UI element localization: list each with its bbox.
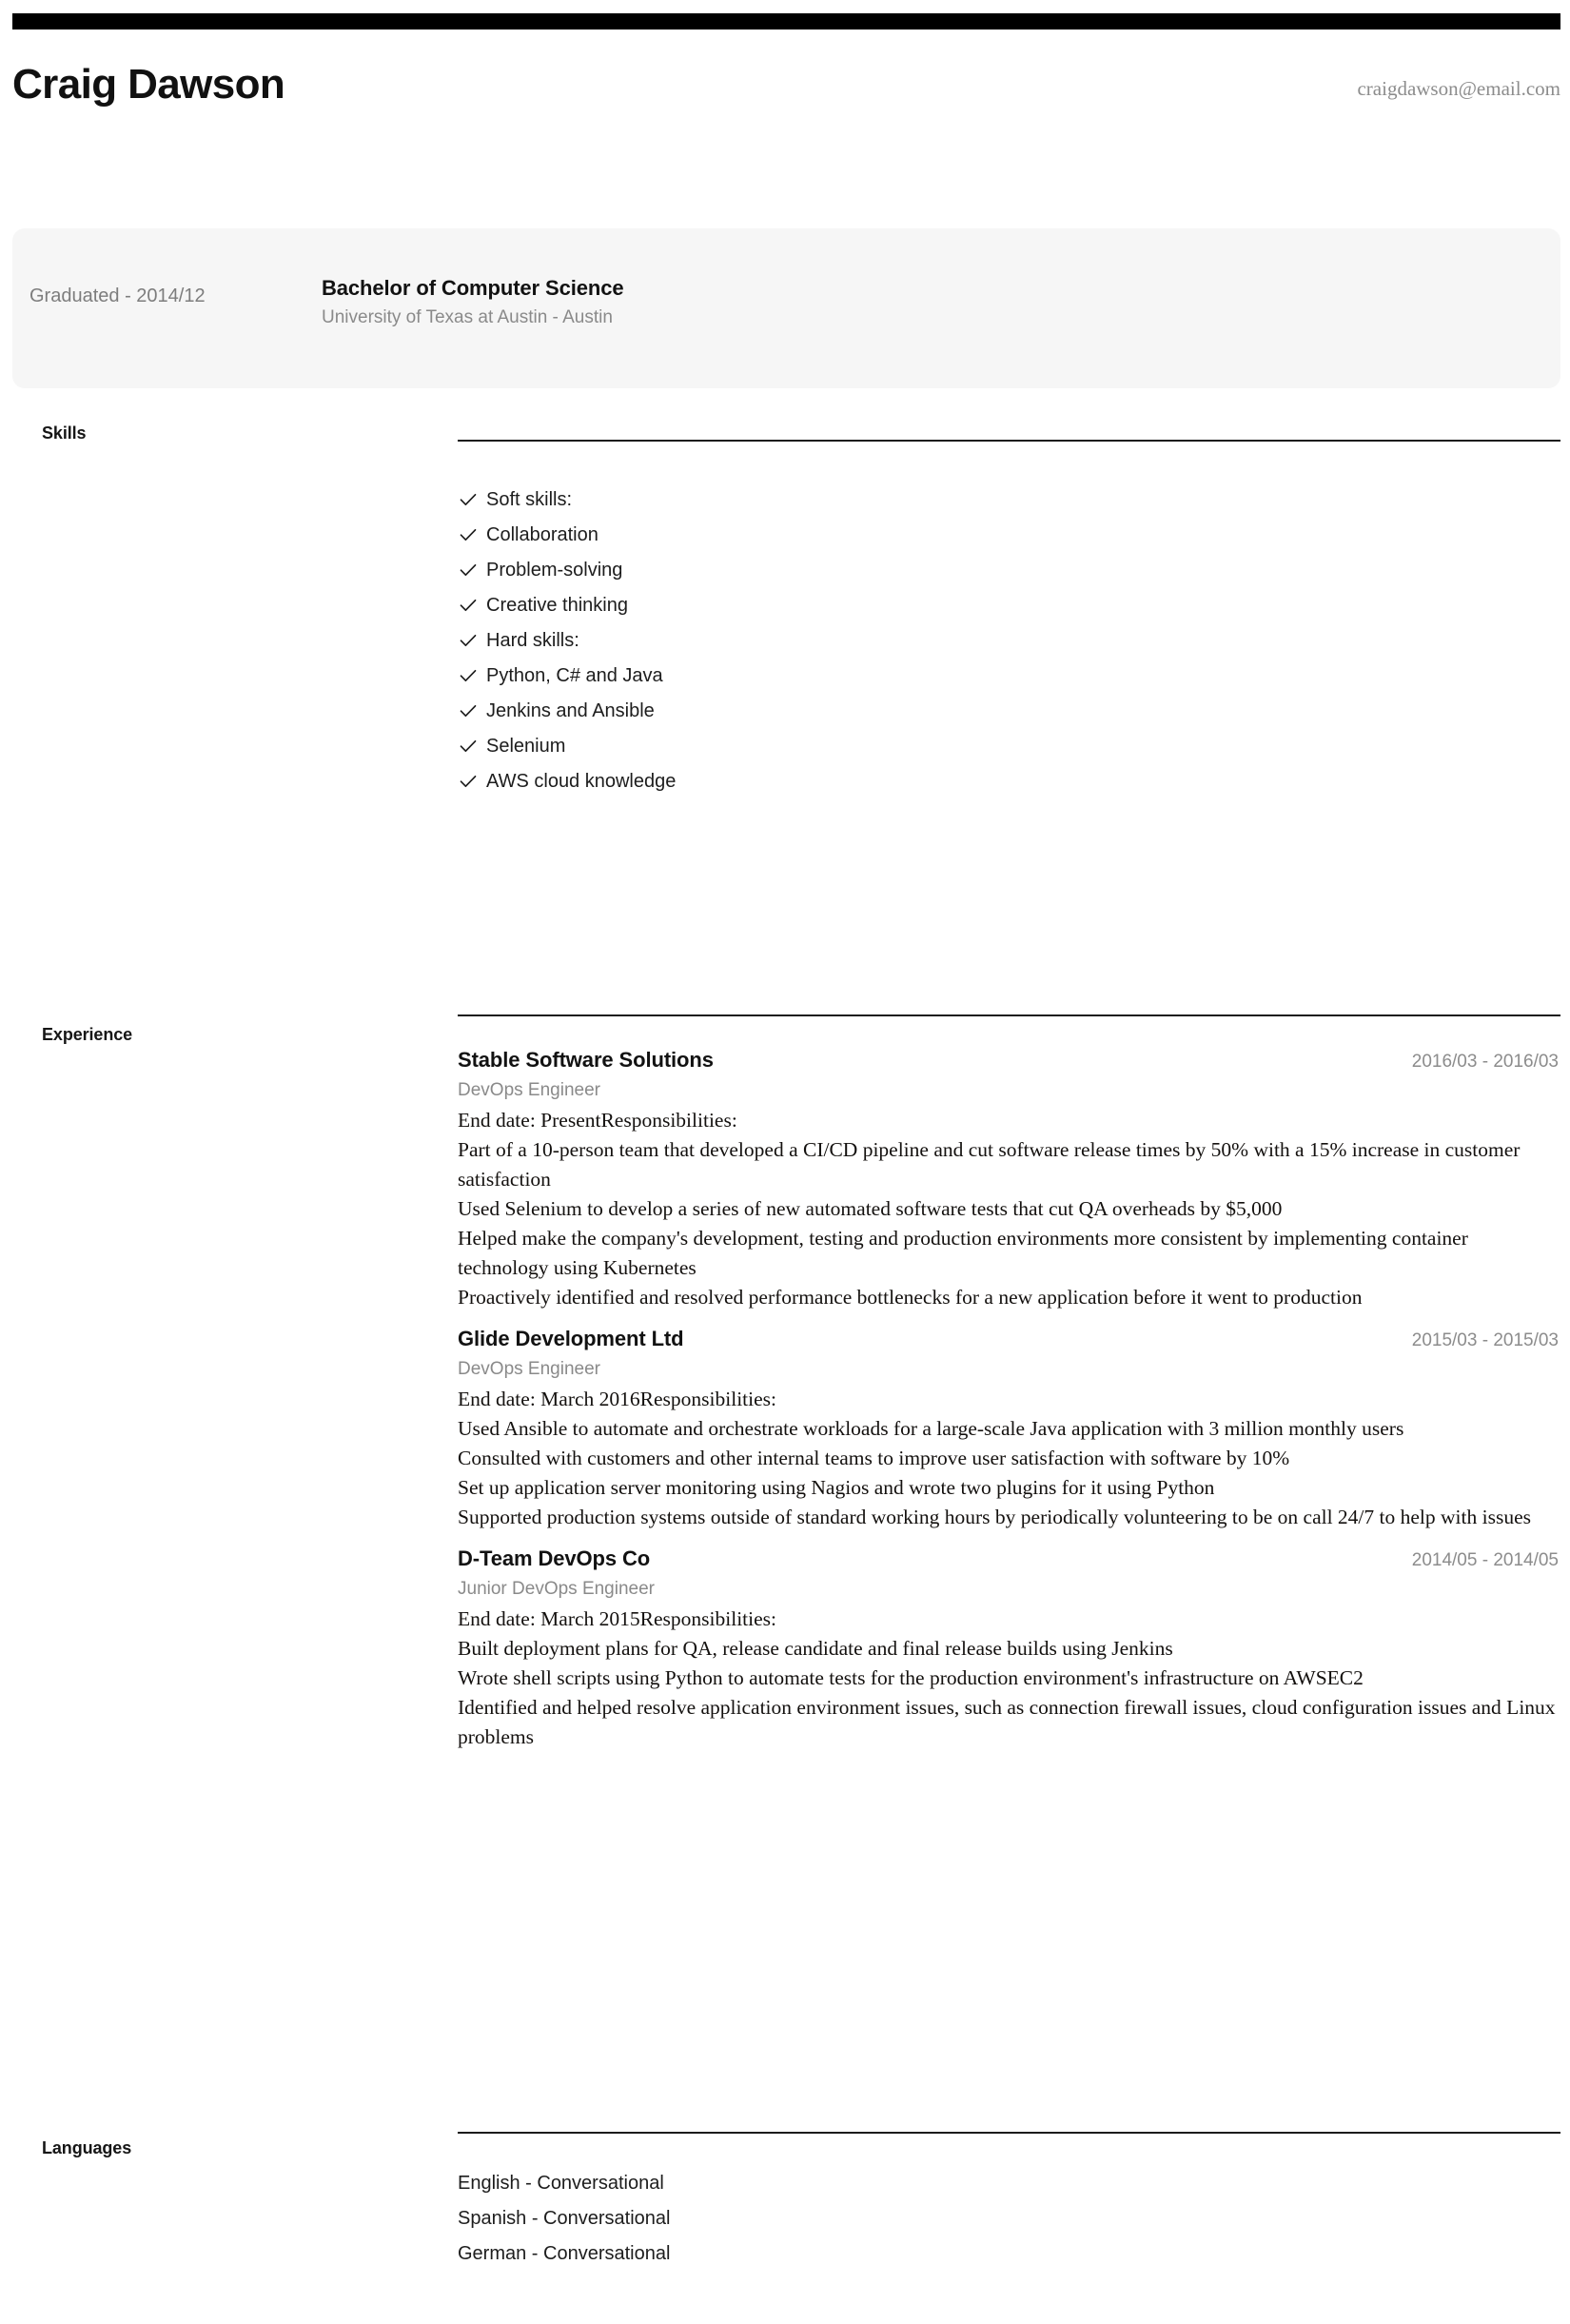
experience-entry	[458, 1545, 1560, 1752]
skills-divider	[458, 440, 1560, 442]
candidate-email: craigdawson@email.com	[1357, 77, 1560, 100]
skill-item	[458, 658, 1560, 693]
experience-entry-header	[458, 1046, 1560, 1076]
language-item	[458, 2200, 1560, 2235]
experience-description-line: End date: March 2016Responsibilities:	[458, 1388, 776, 1410]
experience-divider	[458, 1014, 1560, 1016]
check-icon	[458, 630, 479, 651]
experience-dates: 2016/03 - 2016/03	[1411, 1052, 1559, 1072]
experience-company: Glide Development Ltd	[458, 1327, 684, 1350]
experience-description-line: Built deployment plans for QA, release candidate and final release builds using Jenkins	[458, 1637, 1173, 1660]
skill-item	[458, 482, 1560, 517]
candidate-name: Craig Dawson	[12, 61, 285, 108]
experience-description-line: Wrote shell scripts using Python to automate tests for the production environment's infrastructure on AWSEC2	[458, 1666, 1364, 1689]
language-item	[458, 2165, 1560, 2200]
experience-description-line: Used Selenium to develop a series of new automated software tests that cut QA overheads by $5,000	[458, 1197, 1283, 1220]
skills-section-label: Skills	[42, 423, 87, 443]
skill-item	[458, 552, 1560, 587]
skill-label: Problem-solving	[486, 559, 623, 581]
skills-list	[458, 482, 1560, 798]
experience-dates: 2014/05 - 2014/05	[1411, 1550, 1559, 1570]
experience-description-line: Identified and helped resolve application environment issues, such as connection firewall issues, cloud configuration issues and Linux problems	[458, 1696, 1556, 1748]
skill-label: Python, C# and Java	[486, 664, 663, 686]
experience-description-line: Helped make the company's development, testing and production environments more consistent by implementing container technology using Kubernetes	[458, 1227, 1468, 1279]
check-icon	[458, 665, 479, 686]
language-label: German - Conversational	[458, 2242, 671, 2264]
languages-section-label: Languages	[42, 2138, 132, 2157]
skill-item	[458, 728, 1560, 763]
skill-label: Jenkins and Ansible	[486, 699, 655, 721]
education-graduation-date: Graduated - 2014/12	[29, 286, 206, 306]
skill-item	[458, 693, 1560, 728]
skill-label: Hard skills:	[486, 629, 579, 651]
check-icon	[458, 560, 479, 581]
experience-description-line: Set up application server monitoring using Nagios and wrote two plugins for it using Python	[458, 1476, 1215, 1499]
experience-description-line: End date: March 2015Responsibilities:	[458, 1607, 776, 1630]
experience-description-line: Consulted with customers and other internal teams to improve user satisfaction with software by 10%	[458, 1447, 1290, 1469]
language-label: English - Conversational	[458, 2172, 664, 2194]
skill-item	[458, 587, 1560, 622]
experience-job-title: DevOps Engineer	[458, 1080, 600, 1100]
skill-label: Collaboration	[486, 523, 599, 545]
experience-description-line: End date: PresentResponsibilities:	[458, 1109, 737, 1132]
experience-entry	[458, 1325, 1560, 1532]
experience-list	[458, 1046, 1560, 1764]
language-item	[458, 2235, 1560, 2271]
language-label: Spanish - Conversational	[458, 2207, 671, 2229]
languages-divider	[458, 2132, 1560, 2134]
skill-item	[458, 763, 1560, 798]
experience-dates: 2015/03 - 2015/03	[1411, 1330, 1559, 1350]
experience-company: Stable Software Solutions	[458, 1048, 714, 1072]
check-icon	[458, 700, 479, 721]
experience-entry-header	[458, 1325, 1560, 1355]
check-icon	[458, 524, 479, 545]
education-card	[12, 228, 1560, 388]
experience-description	[458, 1106, 1559, 1312]
skill-item	[458, 622, 1560, 658]
experience-description-line: Supported production systems outside of standard working hours by periodically volunteering to be on call 24/7 to help with issues	[458, 1506, 1531, 1528]
check-icon	[458, 489, 479, 510]
experience-job-title: Junior DevOps Engineer	[458, 1579, 655, 1599]
experience-company: D-Team DevOps Co	[458, 1546, 651, 1570]
resume-header	[12, 59, 1560, 126]
skill-label: Selenium	[486, 735, 566, 757]
experience-entry	[458, 1046, 1560, 1312]
experience-entry-header	[458, 1545, 1560, 1575]
experience-description-line: Part of a 10-person team that developed a CI/CD pipeline and cut software release times by 50% with a 15% increase in customer satisfaction	[458, 1138, 1521, 1191]
check-icon	[458, 595, 479, 616]
experience-description	[458, 1605, 1559, 1752]
education-degree: Bachelor of Computer Science	[322, 276, 624, 300]
skill-label: Creative thinking	[486, 594, 628, 616]
top-accent-bar	[12, 13, 1560, 30]
check-icon	[458, 736, 479, 757]
education-details	[322, 274, 1368, 330]
experience-description-line: Proactively identified and resolved performance bottlenecks for a new application before it went to production	[458, 1286, 1363, 1309]
languages-list	[458, 2165, 1560, 2271]
experience-description-line: Used Ansible to automate and orchestrate workloads for a large-scale Java application with 3 million monthly users	[458, 1417, 1404, 1440]
experience-description	[458, 1385, 1559, 1532]
skill-label: AWS cloud knowledge	[486, 770, 677, 792]
education-school: University of Texas at Austin - Austin	[322, 307, 613, 327]
check-icon	[458, 771, 479, 792]
skill-item	[458, 517, 1560, 552]
skill-label: Soft skills:	[486, 488, 573, 510]
experience-job-title: DevOps Engineer	[458, 1359, 600, 1379]
experience-section-label: Experience	[42, 1025, 133, 1044]
